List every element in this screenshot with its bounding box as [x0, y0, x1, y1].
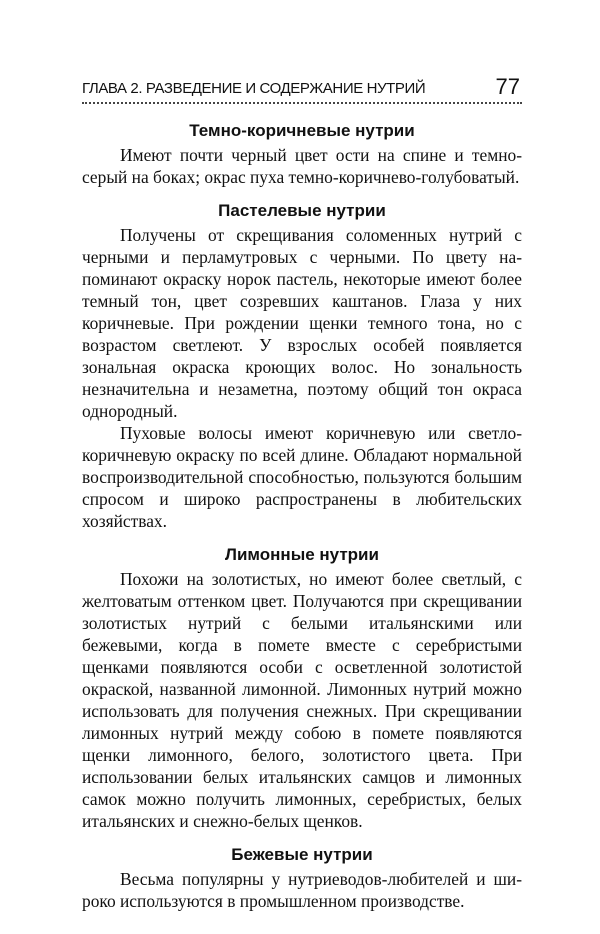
running-head: ГЛАВА 2. РАЗВЕДЕНИЕ И СОДЕРЖАНИЕ НУТРИЙ	[82, 80, 426, 97]
paragraph-lemon-1: Похожи на золотистых, но имеют более светлый, с желтоватым оттенком цвет. Получаются при скрещивании золотистых нутрий с белыми итальянскими или бежевыми, когда в помете вместе с серебристыми щенками появляются особи с осветленной золотистой окраской, названной лимонной. Лимонных нутрий можно использовать для получения снежных. При скрещивании лимонных нутрий между собою в помете появляются щенки лимонного, белого, золотистого цвета. При использовании белых итальянских самцов и лимонных самок можно получить лимонных, серебристых, белых итальянских и снежно-белых щенков.	[82, 569, 522, 831]
paragraph-beige-1: Весьма популярны у нутриеводов-любителей и широко используются в промышленном производстве.	[82, 869, 522, 911]
paragraph-dark-brown-1: Имеют почти черный цвет ости на спине и темносерый на боках; окрас пуха темно-коричнево-голубоватый.	[82, 145, 522, 187]
paragraph-pastel-1: Получены от скрещивания соломенных нутрий с черными и перламутровых с черными. По цвету напоминают окраску норок пастель, некоторые имеют более темный тон, цвет созревших каштанов. Глаза у них коричневые. При рождении щенки темного тона, но с возрастом светлеют. У взрослых особей появляется зональная окраска кроющих волос. Но зональность незначительна и незаметна, поэтому общий тон окраса однородный.	[82, 225, 522, 421]
section-title-beige: Бежевые нутрии	[231, 845, 373, 864]
page-body	[82, 118, 522, 912]
section-title-lemon: Лимонные нутрии	[225, 545, 379, 564]
page-header	[82, 74, 522, 104]
section-title-pastel: Пастелевые нутрии	[218, 201, 386, 220]
section-title-dark-brown: Темно-коричневые нутрии	[189, 121, 415, 140]
paragraph-pastel-2: Пуховые волосы имеют коричневую или светлокоричневую окраску по всей длине. Обладают нормальной воспроизводительной способностью, пользуются большим спросом и широко распространены в любительских хозяйствах.	[82, 423, 522, 531]
page-number: 77	[495, 74, 520, 99]
header-rule	[82, 102, 522, 104]
